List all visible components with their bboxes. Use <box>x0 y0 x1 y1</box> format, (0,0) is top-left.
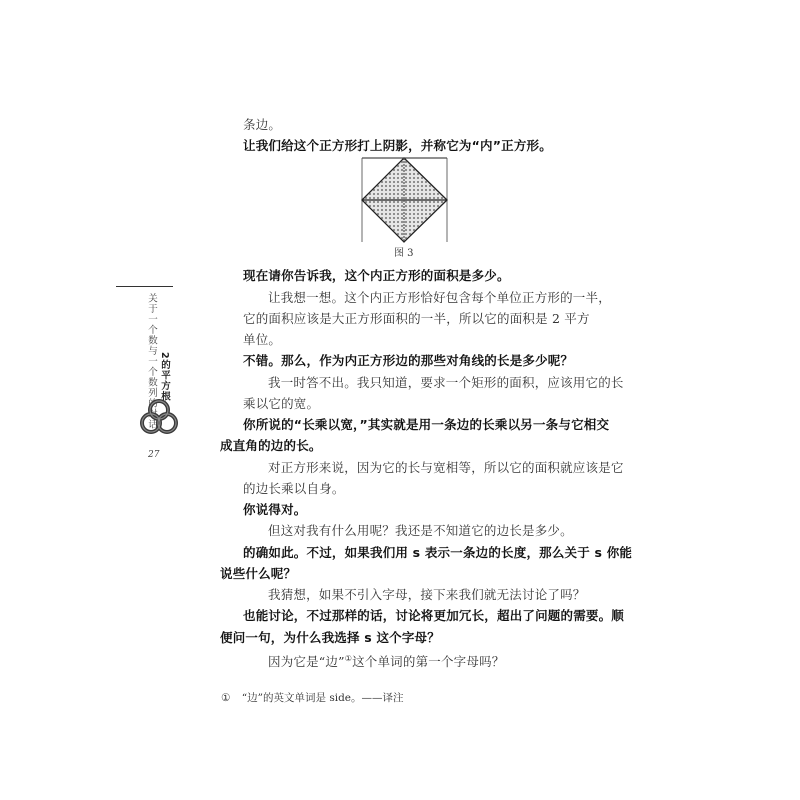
text-line: 条边。 <box>243 117 282 132</box>
text-line: 让我们给这个正方形打上阴影，并称它为“内”正方形。 <box>243 138 552 153</box>
figure-caption: 图 3 <box>394 248 414 259</box>
footnote-text: “边”的英文单词是 side。——译注 <box>241 692 404 704</box>
text-line: 你所说的“长乘以宽，”其实就是用一条边的长乘以另一条与它相交 <box>243 417 610 432</box>
text-line: 也能讨论，不过那样的话，讨论将更加冗长，超出了问题的需要。顺 <box>243 608 625 623</box>
text-line: 现在请你告诉我，这个内正方形的面积是多少。 <box>243 268 510 283</box>
text-segment: 因为它是“边” <box>268 654 345 670</box>
text-line: 对正方形来说，因为它的长与宽相等，所以它的面积就应该是它 <box>268 460 624 475</box>
text-line: 说些什么呢？ <box>220 566 297 581</box>
figure-inner-square <box>360 156 450 244</box>
text-line: 但这对我有什么用呢？我还是不知道它的边长是多少。 <box>268 523 573 538</box>
text-line: 乘以它的宽。 <box>243 396 320 411</box>
trefoil-knot-icon <box>138 397 180 437</box>
text-line: 的确如此。不过，如果我们用 s 表示一条边的长度，那么关于 s 你能 <box>243 545 633 560</box>
text-segment: 这个单词的第一个字母吗？ <box>352 654 505 670</box>
text-line: 单位。 <box>243 332 282 347</box>
page-number: 27 <box>148 450 160 460</box>
sidebar-book-subtitle: 2的平方根 <box>159 352 170 402</box>
text-line: 便问一句，为什么我选择 s 这个字母？ <box>220 630 440 645</box>
footnote-mark: ① <box>221 692 231 704</box>
text-line: 成直角的边的长。 <box>220 438 322 453</box>
text-line: 不错。那么，作为内正方形边的那些对角线的长是多少呢？ <box>243 353 574 368</box>
text-line: 的边长乘以自身。 <box>243 481 345 496</box>
text-line: 我一时答不出。我只知道，要求一个矩形的面积，应该用它的长 <box>268 375 624 390</box>
sidebar-rule <box>116 286 173 287</box>
footnote-reference[interactable]: ① <box>344 654 353 663</box>
text-line: 我猜想，如果不引入字母，接下来我们就无法讨论了吗？ <box>268 587 586 602</box>
footnote <box>221 690 404 705</box>
sidebar-book-title: 关于一个数与一个数列的对话 <box>146 293 157 430</box>
text-line: 你说得对。 <box>243 502 307 517</box>
text-line: 让我想一想。这个内正方形恰好包含每个单位正方形的一半， <box>268 290 611 305</box>
text-line: 它的面积应该是大正方形面积的一半，所以它的面积是 2 平方 <box>243 311 590 326</box>
text-line <box>268 651 504 670</box>
